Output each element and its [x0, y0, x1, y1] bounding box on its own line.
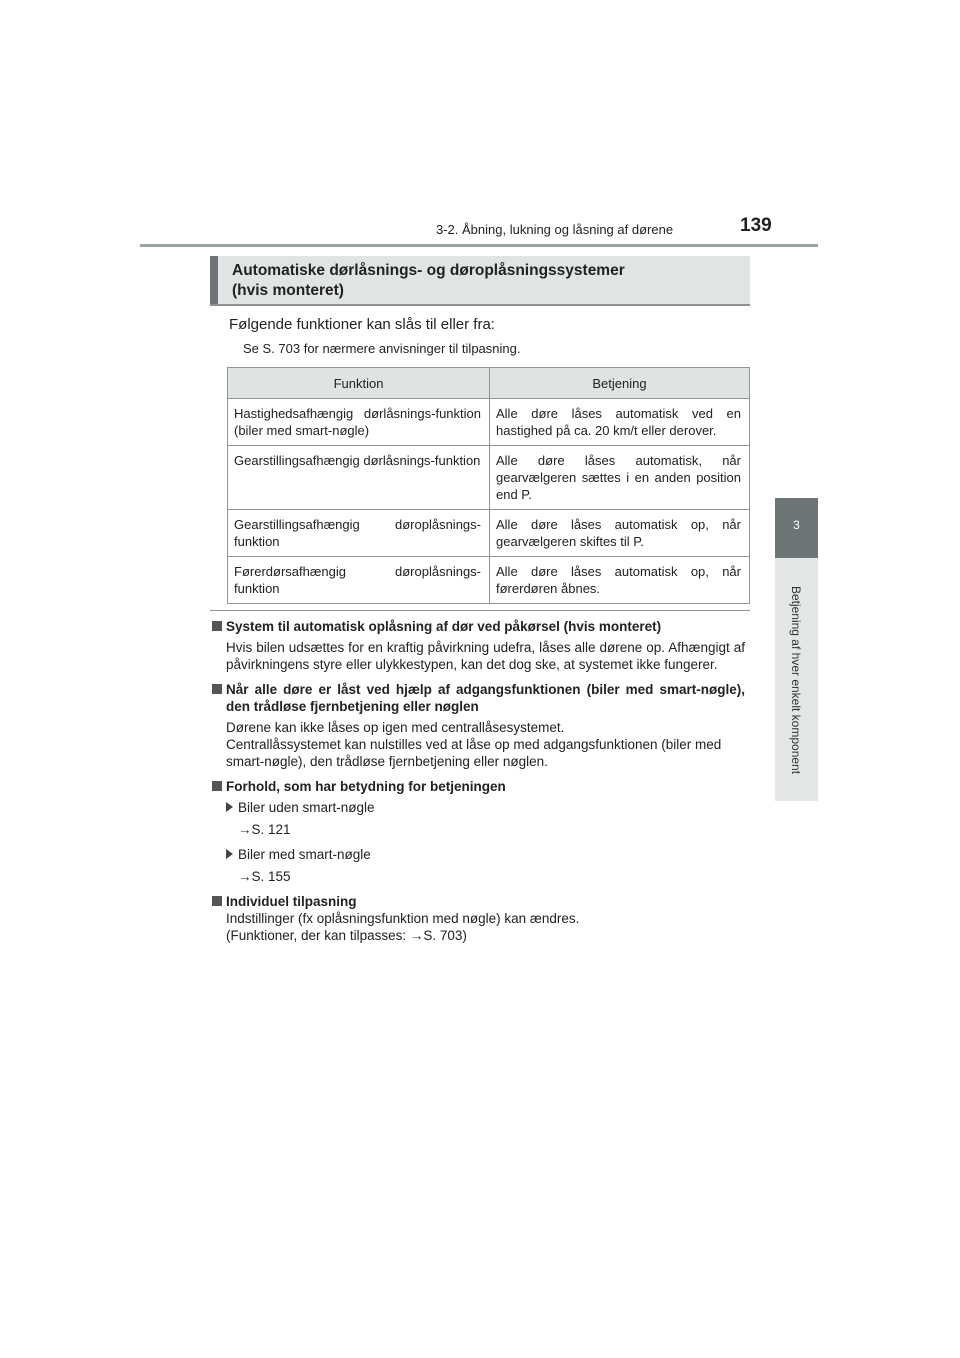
note-heading: Forhold, som har betydning for betjeningen — [226, 779, 506, 794]
notes-divider — [210, 610, 750, 611]
page-number: 139 — [740, 215, 772, 236]
table-row — [228, 557, 750, 604]
triangle-bullet-icon — [226, 802, 233, 812]
note-body: Hvis bilen udsættes for en kraftig påvirkning udefra, låses alle dørene op. Afhængigt af påvirkningens styre eller ulykkestypen, kan det dog ske, at systemet ikke fungerer. — [226, 640, 745, 672]
section-title — [232, 261, 625, 301]
table-cell-operation: Alle døre låses automatisk op, når førerdøren åbnes. — [490, 557, 750, 604]
square-bullet-icon — [212, 684, 222, 694]
column-header-betjening: Betjening — [490, 368, 750, 399]
note-block-conditions — [212, 778, 745, 885]
note-heading: Individuel tilpasning — [226, 894, 357, 909]
table-cell-operation: Alle døre låses automatisk ved en hastighed på ca. 20 km/t eller derover. — [490, 399, 750, 446]
function-table — [227, 367, 750, 604]
chapter-tab: 3 — [775, 498, 818, 558]
column-header-funktion: Funktion — [228, 368, 490, 399]
note-heading: Når alle døre er låst ved hjælp af adgangsfunktionen (biler med smart-nøgle), den trådløse fjernbetjening eller nøglen — [226, 682, 745, 714]
table-row — [228, 510, 750, 557]
note-heading: System til automatisk oplåsning af dør ved påkørsel (hvis monteret) — [226, 619, 662, 634]
page-reference: →S. 121 — [238, 822, 291, 837]
table-cell-function: Hastighedsafhængig dørlåsnings-funktion (biler med smart-nøgle) — [228, 399, 490, 446]
section-rule — [210, 304, 750, 306]
table-row — [228, 446, 750, 510]
table-header-row — [228, 368, 750, 399]
square-bullet-icon — [212, 621, 222, 631]
intro-text: Følgende funktioner kan slås til eller fra: — [229, 316, 495, 333]
section-title-line1: Automatiske dørlåsnings- og døroplåsningssystemer — [232, 262, 625, 279]
list-item-label: Biler med smart-nøgle — [238, 847, 371, 862]
note-body: Indstillinger (fx oplåsningsfunktion med nøgle) kan ændres. — [226, 911, 580, 926]
header-rule — [140, 244, 818, 247]
list-item — [212, 846, 745, 863]
table-cell-function: Gearstillingsafhængig dørlåsnings-funktion — [228, 446, 490, 510]
note-body: Dørene kan ikke låses op igen med centrallåsesystemet. — [226, 720, 565, 735]
section-title-line2: (hvis monteret) — [232, 282, 344, 299]
triangle-bullet-icon — [226, 849, 233, 859]
list-item-label: Biler uden smart-nøgle — [238, 800, 375, 815]
running-header-section: 3-2. Åbning, lukning og låsning af dørene — [436, 222, 674, 237]
table-cell-function: Gearstillingsafhængig døroplåsnings-funktion — [228, 510, 490, 557]
note-body: Centrallåssystemet kan nulstilles ved at låse op med adgangsfunktionen (biler med smart-nøgle), den trådløse fjernbetjening eller nøglen. — [226, 737, 722, 769]
table-cell-operation: Alle døre låses automatisk, når gearvælgeren sættes i en anden position end P. — [490, 446, 750, 510]
note-block-all-locked — [212, 681, 745, 770]
table-cell-function: Førerdørsafhængig døroplåsnings-funktion — [228, 557, 490, 604]
page-reference: →S. 155 — [238, 869, 291, 884]
notes-section — [212, 618, 745, 944]
square-bullet-icon — [212, 896, 222, 906]
table-cell-operation: Alle døre låses automatisk op, når gearvælgeren skiftes til P. — [490, 510, 750, 557]
list-item — [212, 799, 745, 816]
customization-note: Se S. 703 for nærmere anvisninger til tilpasning. — [243, 341, 521, 356]
note-body: (Funktioner, der kan tilpasses: →S. 703) — [226, 928, 467, 943]
note-block-customization — [212, 893, 745, 944]
chapter-title-vertical: Betjening af hver enkelt komponent — [789, 585, 803, 775]
note-block-crash-unlock — [212, 618, 745, 673]
section-heading-box — [210, 256, 750, 304]
square-bullet-icon — [212, 781, 222, 791]
table-row — [228, 399, 750, 446]
